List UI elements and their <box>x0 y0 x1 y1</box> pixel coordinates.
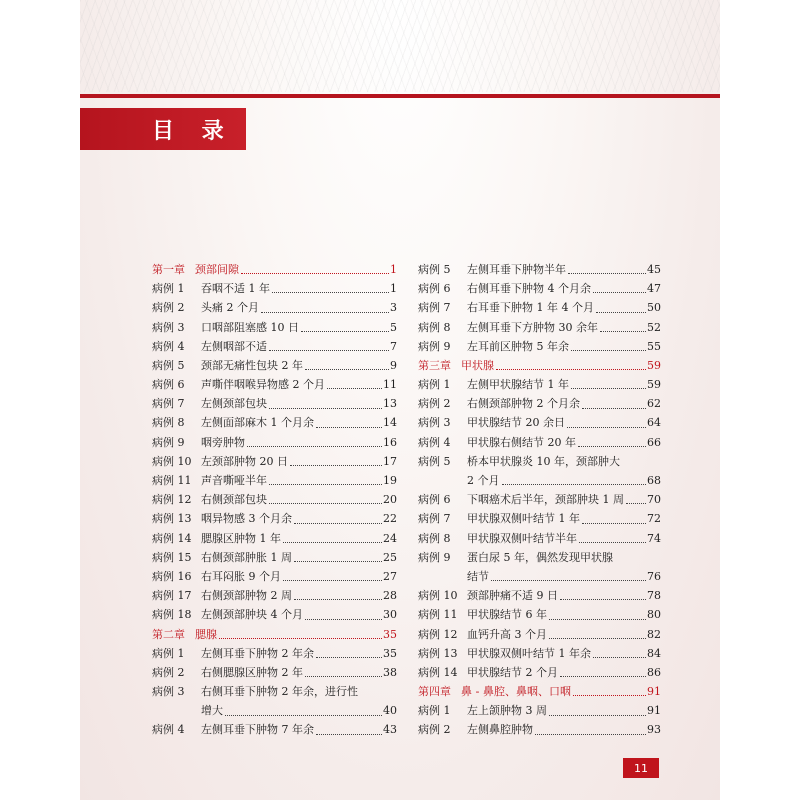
toc-entry[interactable] <box>152 356 397 375</box>
toc-entry-title: 桥本甲状腺炎 10 年，颈部肿大 <box>467 454 620 468</box>
toc-entry-title: 甲状腺双侧叶结节半年 <box>467 531 577 545</box>
toc-entry[interactable] <box>418 298 661 317</box>
toc-entry[interactable] <box>418 567 661 586</box>
toc-entry-page: 17 <box>383 454 397 468</box>
toc-entry-label: 病例 3 <box>152 685 185 699</box>
toc-entry-label: 病例 8 <box>152 416 185 430</box>
toc-entry-page: 3 <box>390 301 397 315</box>
toc-entry-page: 1 <box>390 282 397 296</box>
toc-entry[interactable] <box>152 567 397 586</box>
toc-entry-label: 病例 10 <box>152 454 192 468</box>
toc-entry[interactable] <box>418 279 661 298</box>
toc-dot-leader <box>269 350 389 351</box>
toc-dot-leader <box>571 388 646 389</box>
toc-entry-title: 右侧耳垂下肿物 2 年余，进行性 <box>201 685 358 699</box>
toc-dot-leader <box>502 484 647 485</box>
toc-entry-label: 病例 12 <box>418 627 458 641</box>
toc-entry-page: 11 <box>383 378 397 392</box>
toc-entry-label: 病例 4 <box>152 723 185 737</box>
toc-entry-label: 病例 4 <box>418 435 451 449</box>
toc-dot-leader <box>294 599 382 600</box>
toc-dot-leader <box>560 676 646 677</box>
toc-dot-leader <box>549 638 646 639</box>
toc-entry-page: 72 <box>647 512 661 526</box>
toc-chapter-entry[interactable] <box>152 260 397 279</box>
toc-entry-label: 病例 11 <box>152 474 192 488</box>
toc-entry-label: 病例 9 <box>418 550 451 564</box>
toc-entry-title: 结节 <box>467 569 489 583</box>
toc-dot-leader <box>491 580 646 581</box>
toc-entry-title: 右侧颈部肿物 2 个月余 <box>467 397 580 411</box>
toc-entry[interactable] <box>152 644 397 663</box>
toc-title: 目 录 <box>152 118 234 144</box>
toc-entry[interactable] <box>152 548 397 567</box>
toc-entry-title: 右侧腮腺区肿物 2 年 <box>201 665 303 679</box>
toc-entry-label: 病例 6 <box>152 378 185 392</box>
toc-entry-title: 左侧耳垂下方肿物 30 余年 <box>467 320 598 334</box>
toc-entry[interactable] <box>152 279 397 298</box>
toc-entry[interactable] <box>418 394 661 413</box>
toc-entry-label: 病例 9 <box>418 339 451 353</box>
toc-dot-leader <box>283 580 382 581</box>
toc-entry[interactable] <box>418 663 661 682</box>
toc-entry-page: 74 <box>647 531 661 545</box>
toc-entry-label: 病例 2 <box>152 301 185 315</box>
toc-entry-title: 右侧颈部肿胀 1 周 <box>201 550 292 564</box>
toc-entry-page: 1 <box>390 262 397 276</box>
toc-dot-leader <box>626 503 646 504</box>
toc-dot-leader <box>305 676 382 677</box>
toc-entry-title: 右侧耳垂下肿物 4 个月余 <box>467 282 591 296</box>
toc-entry-page: 50 <box>647 301 661 315</box>
toc-entry-label: 病例 10 <box>418 589 458 603</box>
toc-dot-leader <box>261 312 389 313</box>
toc-entry-label: 病例 16 <box>152 569 192 583</box>
toc-entry-title: 左侧耳垂下肿物半年 <box>467 262 566 276</box>
toc-entry-title: 下咽癌术后半年，颈部肿块 1 周 <box>467 493 624 507</box>
toc-entry-title: 口咽部阻塞感 10 日 <box>201 320 299 334</box>
toc-entry-page: 52 <box>647 320 661 334</box>
toc-entry-page: 28 <box>383 589 397 603</box>
toc-entry[interactable] <box>418 375 661 394</box>
toc-entry-page: 13 <box>383 397 397 411</box>
toc-entry-title: 甲状腺结节 2 个月 <box>467 665 558 679</box>
toc-entry-label: 病例 2 <box>418 723 451 737</box>
toc-entry-page: 82 <box>647 627 661 641</box>
toc-dot-leader <box>560 599 646 600</box>
toc-entry-page: 70 <box>647 493 661 507</box>
toc-entry[interactable] <box>152 375 397 394</box>
toc-entry[interactable] <box>418 644 661 663</box>
toc-entry-page: 30 <box>383 608 397 622</box>
toc-chapter-entry[interactable] <box>152 625 397 644</box>
toc-entry-title: 右耳垂下肿物 1 年 4 个月 <box>467 301 594 315</box>
toc-entry-page: 55 <box>647 339 661 353</box>
toc-dot-leader <box>535 734 646 735</box>
toc-entry[interactable] <box>152 682 397 701</box>
toc-entry[interactable] <box>152 586 397 605</box>
toc-dot-leader <box>219 638 382 639</box>
toc-entry-label: 病例 5 <box>418 454 451 468</box>
toc-dot-leader <box>290 465 382 466</box>
toc-entry-page: 47 <box>647 282 661 296</box>
toc-entry-title: 腮腺 <box>195 627 217 641</box>
toc-dot-leader <box>579 542 646 543</box>
toc-dot-leader <box>582 523 646 524</box>
toc-dot-leader <box>582 408 646 409</box>
toc-entry-page: 91 <box>647 685 661 699</box>
toc-entry-page: 35 <box>383 627 397 641</box>
toc-dot-leader <box>600 331 646 332</box>
toc-entry[interactable] <box>152 490 397 509</box>
toc-column-left <box>152 260 397 740</box>
toc-entry[interactable] <box>152 452 397 471</box>
toc-entry-page: 43 <box>383 723 397 737</box>
toc-entry-title: 颈部肿痛不适 9 日 <box>467 589 558 603</box>
toc-entry-page: 14 <box>383 416 397 430</box>
toc-entry[interactable] <box>418 529 661 548</box>
toc-entry[interactable] <box>418 433 661 452</box>
toc-entry[interactable] <box>418 414 661 433</box>
toc-entry-label: 病例 5 <box>418 262 451 276</box>
toc-dot-leader <box>225 715 382 716</box>
toc-entry-title: 左侧颈部包块 <box>201 397 267 411</box>
toc-entry-label: 病例 1 <box>152 646 185 660</box>
toc-dot-leader <box>316 734 382 735</box>
toc-entry-label: 第四章 <box>418 685 451 699</box>
toc-dot-leader <box>305 619 382 620</box>
toc-entry-page: 38 <box>383 665 397 679</box>
toc-dot-leader <box>549 715 646 716</box>
toc-dot-leader <box>301 331 389 332</box>
toc-entry[interactable] <box>152 471 397 490</box>
toc-entry-title: 左上颌肿物 3 周 <box>467 704 547 718</box>
toc-entry-page: 62 <box>647 397 661 411</box>
toc-entry-label: 病例 7 <box>418 512 451 526</box>
toc-entry-label: 病例 8 <box>418 320 451 334</box>
toc-entry-title: 吞咽不适 1 年 <box>201 282 270 296</box>
toc-entry-label: 第三章 <box>418 358 451 372</box>
toc-entry-title: 颈部间隙 <box>195 262 239 276</box>
toc-entry-title: 2 个月 <box>467 474 500 488</box>
toc-entry-page: 35 <box>383 646 397 660</box>
toc-entry-label: 病例 13 <box>152 512 192 526</box>
toc-entry-title: 颈部无痛性包块 2 年 <box>201 358 303 372</box>
toc-entry[interactable] <box>418 586 661 605</box>
toc-entry-label: 病例 12 <box>152 493 192 507</box>
toc-dot-leader <box>269 408 382 409</box>
toc-entry-page: 93 <box>647 723 661 737</box>
toc-entry[interactable] <box>418 471 661 490</box>
toc-entry-label: 病例 2 <box>152 665 185 679</box>
toc-entry-label: 病例 8 <box>418 531 451 545</box>
toc-entry-title: 左颈部肿物 20 日 <box>201 454 288 468</box>
toc-entry-page: 84 <box>647 646 661 660</box>
toc-entry-label: 第一章 <box>152 262 185 276</box>
toc-title-banner <box>80 108 246 150</box>
toc-entry[interactable] <box>418 548 661 567</box>
toc-entry-label: 病例 7 <box>152 397 185 411</box>
toc-entry[interactable] <box>152 433 397 452</box>
toc-entry-label: 病例 2 <box>418 397 451 411</box>
toc-dot-leader <box>272 292 389 293</box>
toc-entry-title: 甲状腺右侧结节 20 年 <box>467 435 576 449</box>
toc-entry[interactable] <box>152 394 397 413</box>
toc-dot-leader <box>573 695 646 696</box>
toc-entry-title: 左侧鼻腔肿物 <box>467 723 533 737</box>
toc-dot-leader <box>567 427 646 428</box>
toc-entry-page: 16 <box>383 435 397 449</box>
toc-entry-title: 腮腺区肿物 1 年 <box>201 531 281 545</box>
toc-entry-page: 76 <box>647 569 661 583</box>
toc-entry[interactable] <box>418 605 661 624</box>
toc-entry-label: 病例 7 <box>418 301 451 315</box>
toc-entry[interactable] <box>418 452 661 471</box>
toc-entry-title: 左耳前区肿物 5 年余 <box>467 339 569 353</box>
toc-entry-label: 病例 13 <box>418 646 458 660</box>
toc-entry-title: 蛋白尿 5 年，偶然发现甲状腺 <box>467 550 613 564</box>
toc-entry-title: 左侧颈部肿块 4 个月 <box>201 608 303 622</box>
toc-entry-label: 病例 1 <box>418 378 451 392</box>
toc-entry-page: 24 <box>383 531 397 545</box>
toc-entry-page: 78 <box>647 589 661 603</box>
toc-entry[interactable] <box>152 414 397 433</box>
toc-dot-leader <box>327 388 382 389</box>
toc-entry-label: 病例 6 <box>418 493 451 507</box>
toc-entry[interactable] <box>152 298 397 317</box>
toc-entry[interactable] <box>418 337 661 356</box>
toc-entry[interactable] <box>152 318 397 337</box>
toc-entry-title: 甲状腺双侧叶结节 1 年 <box>467 512 580 526</box>
toc-entry-title: 甲状腺 <box>461 358 494 372</box>
toc-dot-leader <box>496 369 646 370</box>
toc-entry-page: 27 <box>383 569 397 583</box>
toc-dot-leader <box>269 484 382 485</box>
toc-chapter-entry[interactable] <box>418 682 661 701</box>
toc-entry-label: 病例 15 <box>152 550 192 564</box>
toc-entry-label: 病例 18 <box>152 608 192 622</box>
toc-entry-page: 66 <box>647 435 661 449</box>
header-pattern <box>80 0 720 92</box>
toc-entry-title: 右耳闷胀 9 个月 <box>201 569 281 583</box>
toc-dot-leader <box>578 446 646 447</box>
toc-entry[interactable] <box>418 701 661 720</box>
toc-entry-title: 头痛 2 个月 <box>201 301 259 315</box>
toc-entry[interactable] <box>152 701 397 720</box>
toc-entry-page: 64 <box>647 416 661 430</box>
toc-entry-page: 59 <box>647 358 661 372</box>
toc-entry-label: 病例 3 <box>418 416 451 430</box>
toc-entry-label: 病例 4 <box>152 339 185 353</box>
toc-entry[interactable] <box>152 663 397 682</box>
toc-dot-leader <box>269 503 382 504</box>
toc-entry-title: 声音嘶哑半年 <box>201 474 267 488</box>
toc-dot-leader <box>593 292 646 293</box>
toc-entry[interactable] <box>418 509 661 528</box>
toc-entry-label: 病例 17 <box>152 589 192 603</box>
toc-entry[interactable] <box>152 509 397 528</box>
toc-entry-page: 45 <box>647 262 661 276</box>
toc-dot-leader <box>294 561 382 562</box>
toc-entry-title: 左侧咽部不适 <box>201 339 267 353</box>
toc-chapter-entry[interactable] <box>418 356 661 375</box>
toc-entry-title: 血钙升高 3 个月 <box>467 627 547 641</box>
toc-entry-title: 甲状腺结节 20 余日 <box>467 416 565 430</box>
header-rule <box>80 94 720 98</box>
page-number: 11 <box>623 758 659 778</box>
toc-column-right <box>418 260 661 740</box>
toc-entry[interactable] <box>152 721 397 740</box>
toc-dot-leader <box>549 619 646 620</box>
toc-entry-label: 病例 5 <box>152 358 185 372</box>
toc-entry-title: 声嘶伴咽喉异物感 2 个月 <box>201 378 325 392</box>
toc-entry-label: 第二章 <box>152 627 185 641</box>
toc-entry-page: 7 <box>390 339 397 353</box>
toc-entry-title: 鼻 - 鼻腔、鼻咽、口咽 <box>461 685 571 699</box>
toc-entry[interactable] <box>418 260 661 279</box>
toc-entry-page: 91 <box>647 704 661 718</box>
toc-entry-title: 咽异物感 3 个月余 <box>201 512 292 526</box>
toc-dot-leader <box>571 350 646 351</box>
toc-entry[interactable] <box>152 605 397 624</box>
toc-entry[interactable] <box>418 490 661 509</box>
toc-entry-label: 病例 11 <box>418 608 458 622</box>
toc-entry-label: 病例 1 <box>418 704 451 718</box>
toc-dot-leader <box>596 312 646 313</box>
toc-entry-title: 甲状腺结节 6 年 <box>467 608 547 622</box>
toc-entry-title: 咽旁肿物 <box>201 435 245 449</box>
toc-entry-page: 22 <box>383 512 397 526</box>
toc-entry-title: 左侧耳垂下肿物 7 年余 <box>201 723 314 737</box>
toc-entry-title: 左侧甲状腺结节 1 年 <box>467 378 569 392</box>
toc-entry-page: 25 <box>383 550 397 564</box>
toc-entry-page: 40 <box>383 704 397 718</box>
toc-entry[interactable] <box>418 625 661 644</box>
toc-dot-leader <box>568 273 646 274</box>
toc-entry[interactable] <box>152 337 397 356</box>
toc-entry-title: 右侧颈部肿物 2 周 <box>201 589 292 603</box>
toc-entry-title: 增大 <box>201 704 223 718</box>
toc-dot-leader <box>294 523 382 524</box>
toc-dot-leader <box>305 369 389 370</box>
toc-entry-page: 20 <box>383 493 397 507</box>
toc-entry-label: 病例 14 <box>418 665 458 679</box>
toc-dot-leader <box>247 446 382 447</box>
toc-dot-leader <box>283 542 382 543</box>
toc-dot-leader <box>593 657 646 658</box>
toc-entry-title: 甲状腺双侧叶结节 1 年余 <box>467 646 591 660</box>
toc-entry-title: 右侧颈部包块 <box>201 493 267 507</box>
toc-entry-title: 左侧面部麻木 1 个月余 <box>201 416 314 430</box>
toc-entry[interactable] <box>418 721 661 740</box>
toc-entry-page: 19 <box>383 474 397 488</box>
toc-entry[interactable] <box>418 318 661 337</box>
toc-entry-page: 80 <box>647 608 661 622</box>
toc-entry-page: 59 <box>647 378 661 392</box>
toc-entry[interactable] <box>152 529 397 548</box>
toc-entry-label: 病例 6 <box>418 282 451 296</box>
toc-entry-label: 病例 9 <box>152 435 185 449</box>
toc-entry-page: 86 <box>647 665 661 679</box>
toc-entry-label: 病例 1 <box>152 282 185 296</box>
toc-entry-page: 5 <box>390 320 397 334</box>
toc-entry-label: 病例 3 <box>152 320 185 334</box>
toc-entry-title: 左侧耳垂下肿物 2 年余 <box>201 646 314 660</box>
toc-dot-leader <box>316 657 382 658</box>
toc-dot-leader <box>316 427 382 428</box>
toc-entry-page: 68 <box>647 474 661 488</box>
toc-entry-label: 病例 14 <box>152 531 192 545</box>
toc-entry-page: 9 <box>390 358 397 372</box>
toc-dot-leader <box>241 273 389 274</box>
